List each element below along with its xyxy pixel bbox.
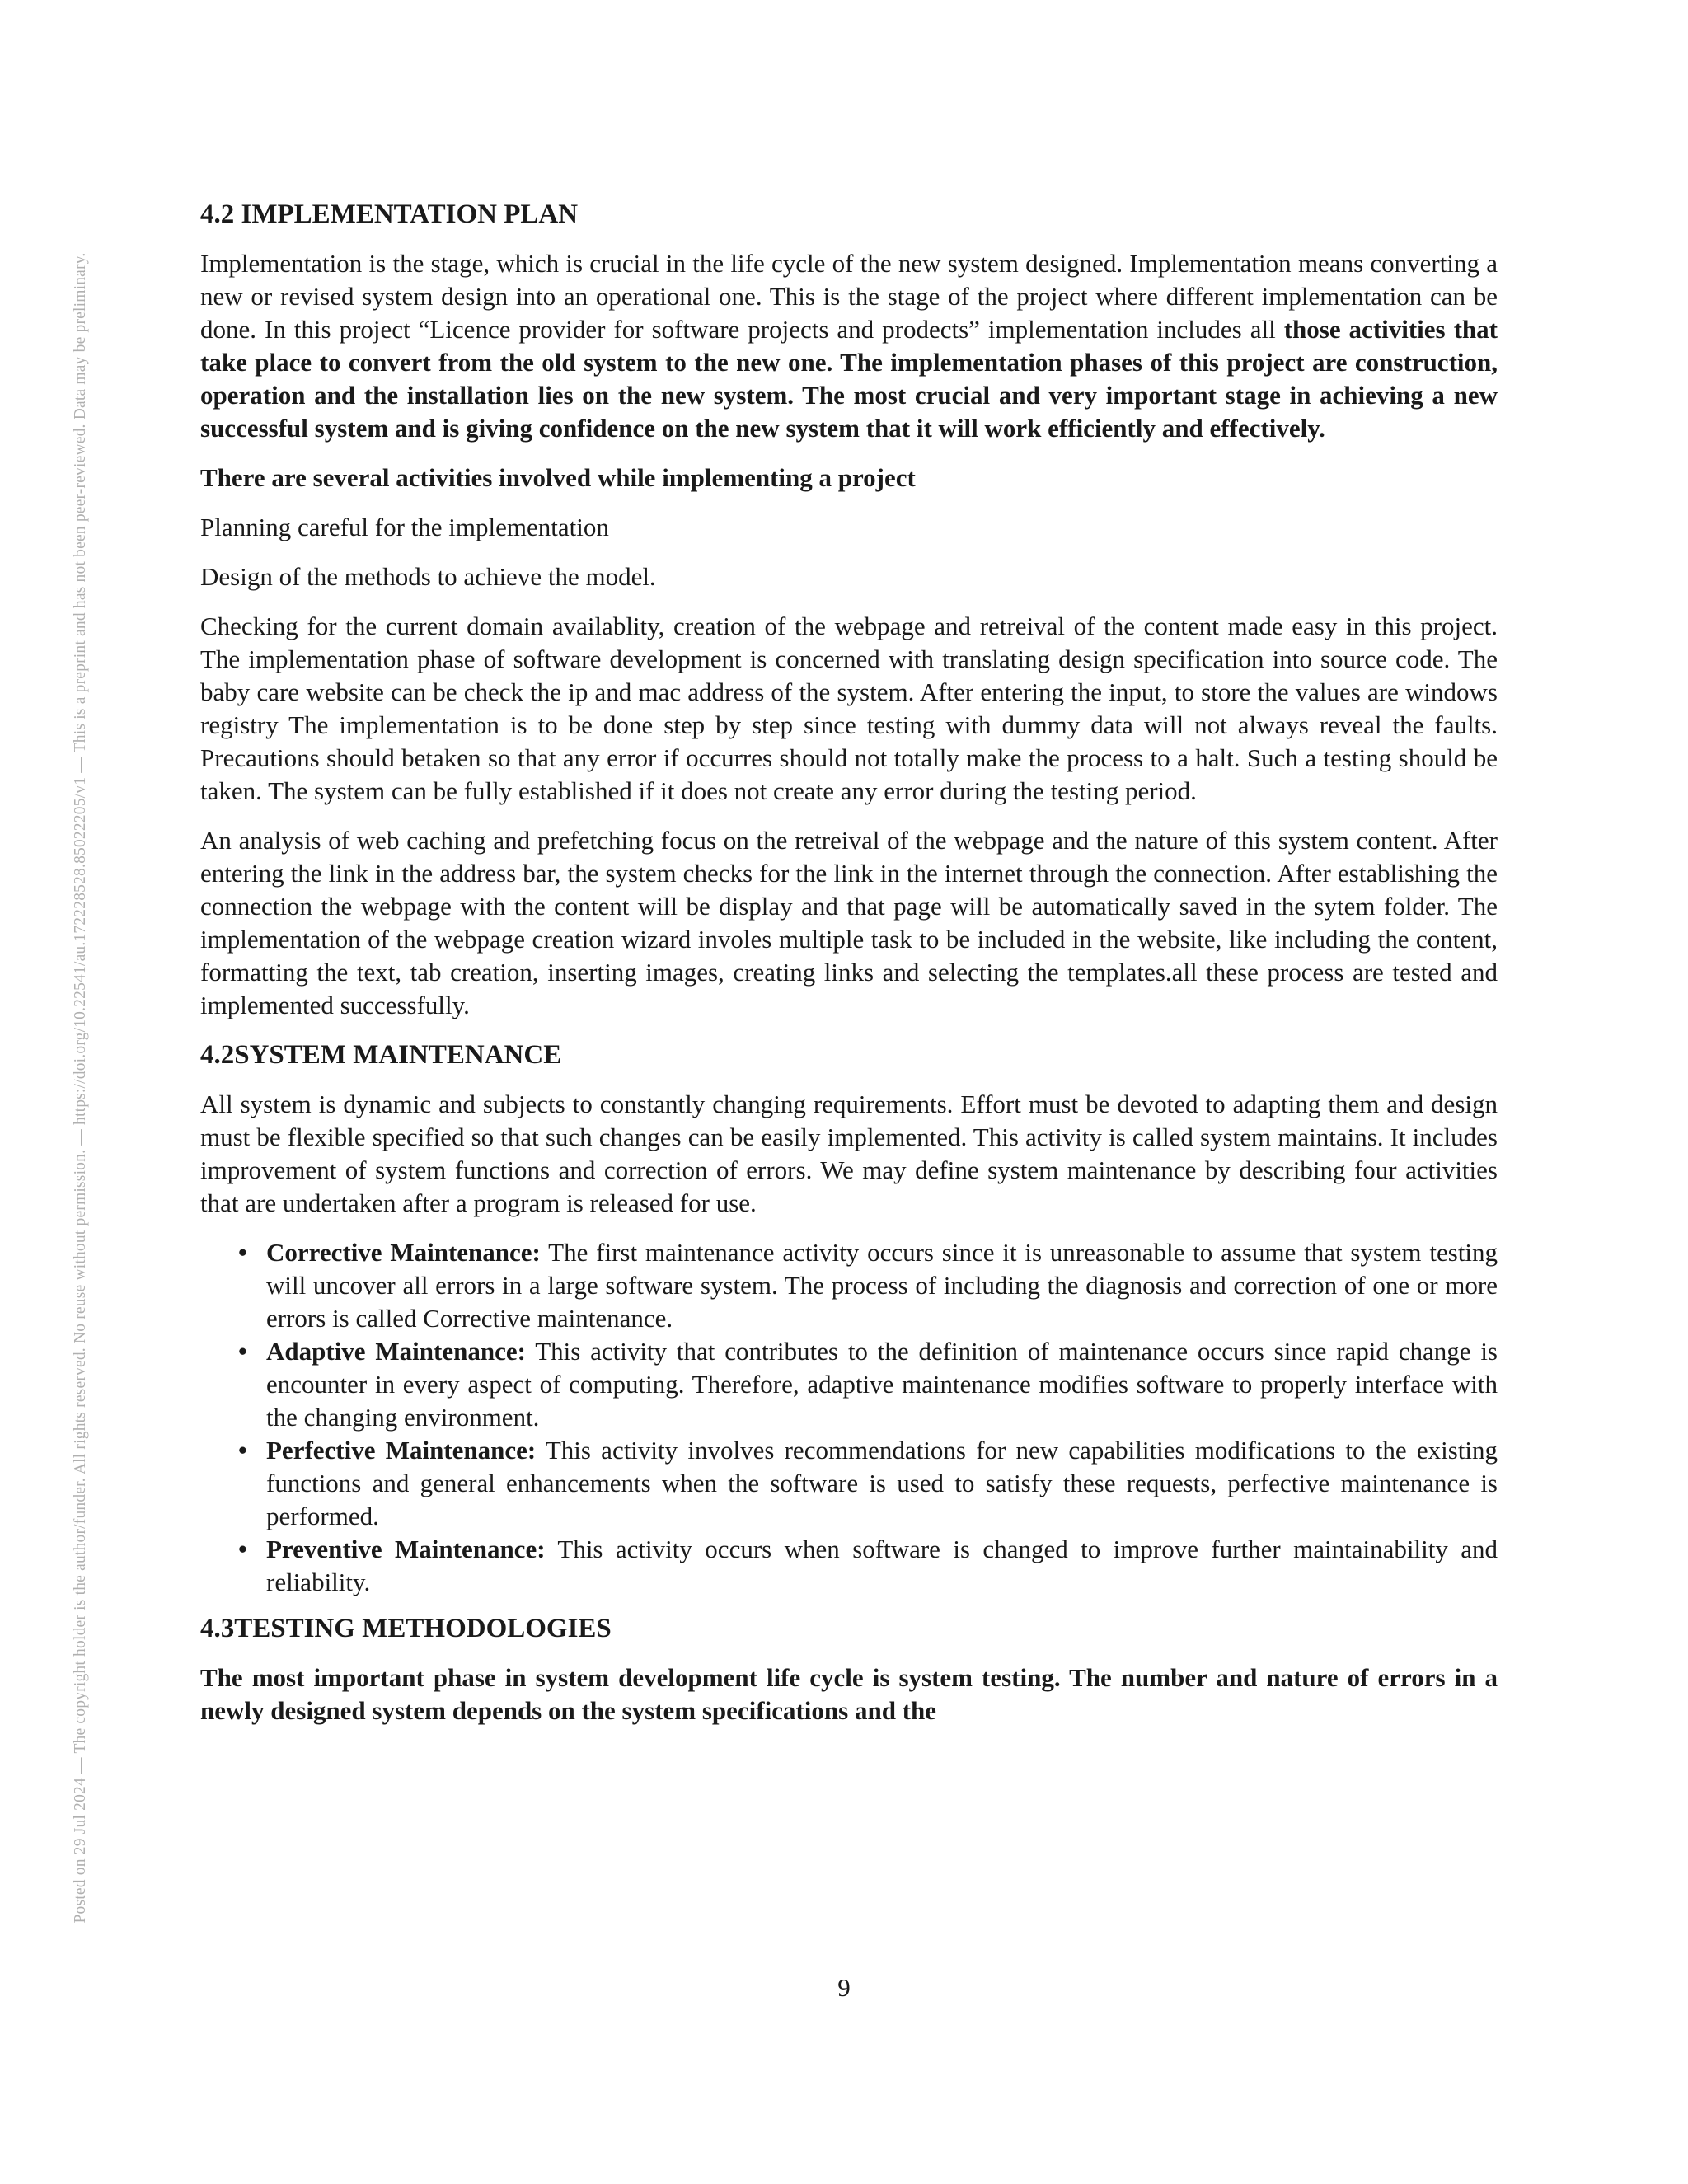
page-body [200, 198, 1498, 1744]
paragraph-implementation-intro [200, 247, 1498, 445]
activity-design: Design of the methods to achieve the model. [200, 562, 656, 591]
heading-system-maintenance: 4.2SYSTEM MAINTENANCE [200, 1040, 562, 1070]
paragraph-domain-checking: Checking for the current domain availablity, creation of the webpage and retreival of the content made easy in this project. The implementation phase of software development is concerned with translating design specification into source code. The baby care website can be check the ip and mac address of the system. After entering the input, to store the values are windows registry The implementation is to be done step by step since testing with dummy data will not always reveal the faults. Precautions should betaken so that any error if occurres should not totally make the process to a halt. Such a testing should be taken. The system can be fully established if it does not create any error during the testing period. [200, 612, 1498, 805]
list-item-term: Corrective Maintenance: [266, 1238, 541, 1267]
list-item-term: Adaptive Maintenance: [266, 1337, 526, 1366]
activity-planning: Planning careful for the implementation [200, 513, 609, 541]
list-item-text: The first maintenance activity occurs since it is unreasonable to assume that system testing will uncover all errors in a large software system. The process of including the diagnosis and correction of one or more errors is called Corrective maintenance. [266, 1238, 1498, 1333]
paragraph-testing-intro: The most important phase in system development life cycle is system testing. The number and nature of errors in a newly designed system depends on the system specifications and the [200, 1663, 1498, 1725]
list-item-text: This activity that contributes to the definition of maintenance occurs since rapid change is encounter in every aspect of computing. Therefore, adaptive maintenance modifies software to properly interface with the changing environment. [266, 1337, 1498, 1432]
bullet-icon: • [238, 1436, 247, 1465]
list-item-corrective [238, 1236, 1498, 1335]
paragraph-implementation-intro-bold: those activities that take place to convert from the old system to the new one. The implementation phases of this project are construction, operation and the installation lies on the new system. The most crucial and very important stage in achieving a new successful system and is giving confidence on the new system that it will work efficiently and effectively. [200, 315, 1498, 443]
page-number: 9 [837, 1973, 851, 2002]
list-item-term: Preventive Maintenance: [266, 1535, 546, 1563]
bullet-icon: • [238, 1535, 247, 1563]
bullet-icon: • [238, 1337, 247, 1366]
list-item-text: This activity involves recommendations for new capabilities modifications to the existing functions and general enhancements when the software is used to satisfy these requests, perfective maintenance is performed. [266, 1436, 1498, 1530]
list-item-text: This activity occurs when software is changed to improve further maintainability and reliability. [266, 1535, 1498, 1596]
maintenance-types-list [200, 1236, 1498, 1599]
heading-implementation-plan: 4.2 IMPLEMENTATION PLAN [200, 199, 579, 229]
list-item-perfective [238, 1434, 1498, 1533]
list-item-adaptive [238, 1335, 1498, 1434]
preprint-watermark: Posted on 29 Jul 2024 — The copyright holder is the author/funder. All rights reserved. No reuse without permission. — https://doi.org/10.22541/au.172228528.85022205/v1 — This is a preprint and has not been peer-reviewed. Data may be preliminary. [72, 252, 89, 1924]
paragraph-implementation-intro-plain: Implementation is the stage, which is crucial in the life cycle of the new system designed. Implementation means converting a new or revised system design into an operational one. This is the stage of the project where different implementation can be done. In this project “Licence provider for software projects and prodects” implementation includes all [200, 249, 1498, 344]
list-item-preventive [238, 1533, 1498, 1599]
activities-heading: There are several activities involved while implementing a project [200, 463, 916, 492]
list-item-term: Perfective Maintenance: [266, 1436, 537, 1465]
bullet-icon: • [238, 1238, 247, 1267]
paragraph-maintenance-intro: All system is dynamic and subjects to constantly changing requirements. Effort must be devoted to adapting them and design must be flexible specified so that such changes can be easily implemented. This activity is called system maintains. It includes improvement of system functions and correction of errors. We may define system maintenance by describing four activities that are undertaken after a program is released for use. [200, 1090, 1498, 1217]
heading-testing-methodologies: 4.3TESTING METHODOLOGIES [200, 1614, 612, 1643]
paragraph-web-caching: An analysis of web caching and prefetching focus on the retreival of the webpage and the nature of this system content. After entering the link in the address bar, the system checks for the link in the internet through the connection. After establishing the connection the webpage with the content will be display and that page will be automatically saved in the sytem folder. The implementation of the webpage creation wizard involes multiple task to be included in the website, like including the content, formatting the text, tab creation, inserting images, creating links and selecting the templates.all these process are tested and implemented successfully. [200, 826, 1498, 1019]
